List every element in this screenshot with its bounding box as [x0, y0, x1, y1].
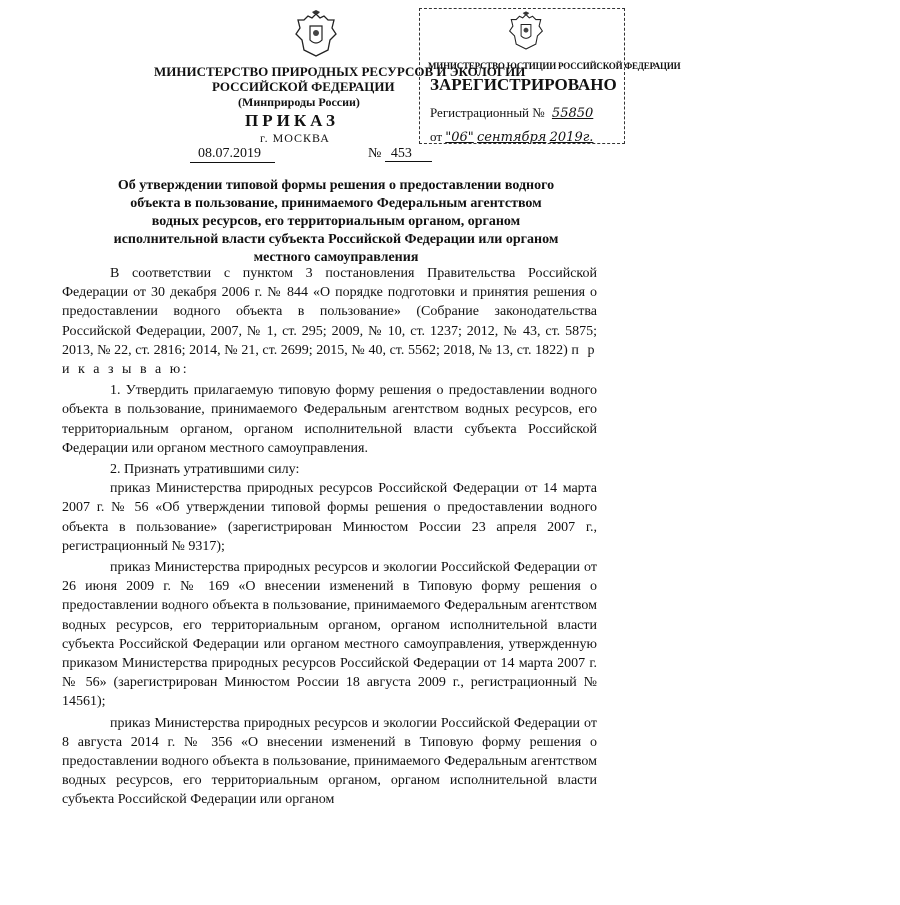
stamp-reg-label: Регистрационный № [430, 105, 545, 120]
document-title: ПРИКАЗ [245, 111, 339, 130]
city: г. МОСКВА [260, 131, 330, 145]
stamp-date-day: "06" [445, 130, 474, 145]
item-2: 2. Признать утратившими силу: [110, 462, 300, 478]
stamp-date-prefix: от [430, 129, 443, 144]
order-number-label: № [368, 146, 382, 161]
stamp-ministry: МИНИСТЕРСТВО ЮСТИЦИИ РОССИЙСКОЙ ФЕДЕРАЦИИ [428, 61, 681, 71]
ministry-name-line2: РОССИЙСКОЙ ФЕДЕРАЦИИ [212, 79, 395, 94]
item-2c: приказ Министерства природных ресурсов и экологии Российской Федерации от 8 августа 2014 г. № 356 «О внесении изменений в Типовую форму решения о предоставлении водного объекта в пользование, принимаемого Федеральным агентством водных ресурсов, его территориальным органом, органом исполнительной власти субъекта Российской Федерации или органом [62, 715, 597, 808]
coat-of-arms-icon [508, 11, 544, 51]
item-2a: приказ Министерства природных ресурсов Российской Федерации от 14 марта 2007 г. № 56 «Об утверждении типовой формы решения о предоставлении водного объекта в пользование» (зарегистрирован Минюстом России 23 апреля 2007 г., регистрационный № 9317); [62, 481, 597, 554]
coat-of-arms-icon [294, 10, 338, 58]
item-2b: приказ Министерства природных ресурсов и экологии Российской Федерации от 26 июня 2009 г. № 169 «О внесении изменений в Типовую форму решения о предоставлении водного объекта в пользование, принимаемого Федеральным агентством водных ресурсов, его территориальным органом, органом исполнительной власти субъекта Российской Федерации или органом местного самоуправления, утвержденную приказом Министерства природных ресурсов Российской Федерации от 14 марта 2007 г. № 56» (зарегистрирован Минюстом России 18 августа 2009 г., регистрационный № 14561); [62, 560, 597, 710]
stamp-reg-number: 55850 [551, 106, 594, 121]
ministry-name-line1: МИНИСТЕРСТВО ПРИРОДНЫХ РЕСУРСОВ И ЭКОЛОГИИ [154, 64, 526, 79]
order-subject: Об утверждении типовой формы решения о предоставлении водного объекта в пользование, принимаемого Федеральным агентством водных ресурсов, его территориальным органом, органом исполнительной власти субъекта Российской Федерации или органом местного самоуправления [113, 178, 559, 265]
order-date: 08.07.2019 [190, 146, 275, 163]
stamp-date-month: сентября [477, 130, 547, 145]
ministry-short-name: (Минприроды России) [238, 95, 360, 109]
intro-text: В соответствии с пунктом 3 постановления Правительства Российской Федерации от 30 декабря 2006 г. № 844 «О порядке подготовки и принятия решения о предоставлении водного объекта в пользование» (Собрание законодательства Российской Федерации, 2007, № 1, ст. 295; 2009, № 10, ст. 1237; 2012, № 43, ст. 5875; 2013, № 22, ст. 2816; 2014, № 21, ст. 2699; 2015, № 40, ст. 5562; 2018, № 13, ст. 1822) [62, 266, 597, 358]
document-body [62, 264, 597, 810]
order-number-line [368, 146, 432, 162]
item-1: 1. Утвердить прилагаемую типовую форму решения о предоставлении водного объекта в пользование, принимаемого Федеральным агентством водных ресурсов, его территориальным органом, органом исполнительной власти субъекта Российской Федерации или органом местного самоуправления. [62, 383, 597, 456]
stamp-date-year: 2019г. [549, 130, 594, 145]
stamp-registered: ЗАРЕГИСТРИРОВАНО [430, 75, 617, 94]
order-number: 453 [385, 146, 432, 162]
intro-paragraph [62, 264, 597, 379]
order-verb: п р и к а з ы в а ю: [62, 342, 597, 378]
